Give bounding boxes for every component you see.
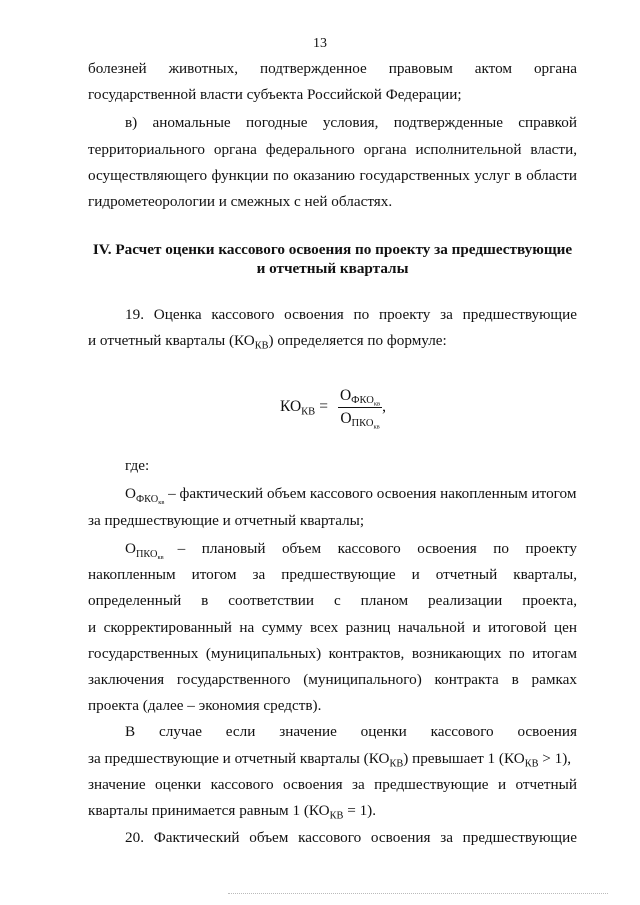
condition-line-4: кварталы принимается равным 1 $(КО_{КВ} = 1)$.	[88, 802, 377, 822]
formula-comma: ,	[382, 398, 386, 415]
definition-2-line-4: и скорректированный на сумму всех разниц начальной и итоговой цен	[88, 619, 577, 636]
section-heading	[88, 240, 577, 278]
formula-fraction	[338, 386, 382, 431]
heading-line-1: IV. Расчет оценки кассового освоения по проекту за предшествующие	[92, 241, 573, 258]
definition-2-line-7: проекта (далее – экономия средств).	[88, 697, 322, 714]
formula-denominator: $О_{ПКО_{кв}}$	[340, 409, 380, 431]
text-line: в) аномальные погодные условия, подтвержденные справкой	[125, 114, 577, 131]
formula-equals: =	[319, 398, 328, 415]
condition-line-1: В случае если значение оценки кассового освоения	[125, 723, 577, 740]
text-line: осуществляющего функции по оказанию государственных услуг в области	[88, 167, 577, 184]
text-line: болезней животных, подтвержденное правовым актом органа	[88, 60, 577, 77]
definition-1-line-2: за предшествующие и отчетный кварталы;	[88, 512, 365, 529]
definition-2-line-2: накопленным итогом за предшествующие и отчетный кварталы,	[88, 566, 577, 583]
text-line: территориального органа федерального органа исполнительной власти,	[88, 141, 577, 158]
definition-2-line-6: заключения государственного (муниципального) контракта в рамках	[88, 671, 577, 688]
text-line: государственной власти субъекта Российской Федерации;	[88, 86, 462, 103]
definition-2-line-3: определенный в соответствии с планом реализации проекта,	[88, 592, 577, 609]
definition-1-line-1: $О_{ФКО_{кв}}$ – фактический объем кассового освоения накопленным итогом	[125, 485, 577, 506]
heading-line-2: и отчетный кварталы	[256, 260, 409, 277]
paragraph-19-line-1: 19. Оценка кассового освоения по проекту за предшествующие	[125, 306, 577, 323]
paragraph-19-line-2: и отчетный кварталы $(КО_{КВ})$ определяется по формуле:	[88, 332, 447, 352]
definition-2-line-5: государственных (муниципальных) контрактов, возникающих по итогам	[88, 645, 577, 662]
text-line: гидрометеорологии и смежных с ней областях.	[88, 193, 393, 210]
where-label: где:	[125, 457, 150, 474]
paragraph-20-line-1: 20. Фактический объем кассового освоения за предшествующие	[125, 829, 577, 846]
condition-line-2: за предшествующие и отчетный кварталы $(КО_{КВ})$ превышает 1 $(КО_{КВ} > 1)$,	[88, 750, 572, 770]
formula	[280, 382, 386, 432]
definition-2-line-1: $О_{ПКО_{кв}}$ – плановый объем кассового освоения по проекту	[125, 540, 577, 561]
scan-edge-mark	[228, 893, 608, 894]
formula-numerator: $О_{ФКО_{кв}}$	[339, 386, 381, 408]
formula-lhs: $КО_{КВ}$	[280, 398, 316, 418]
page-number: 13	[313, 36, 327, 51]
condition-line-3: значение оценки кассового освоения за предшествующие и отчетный	[88, 776, 577, 793]
